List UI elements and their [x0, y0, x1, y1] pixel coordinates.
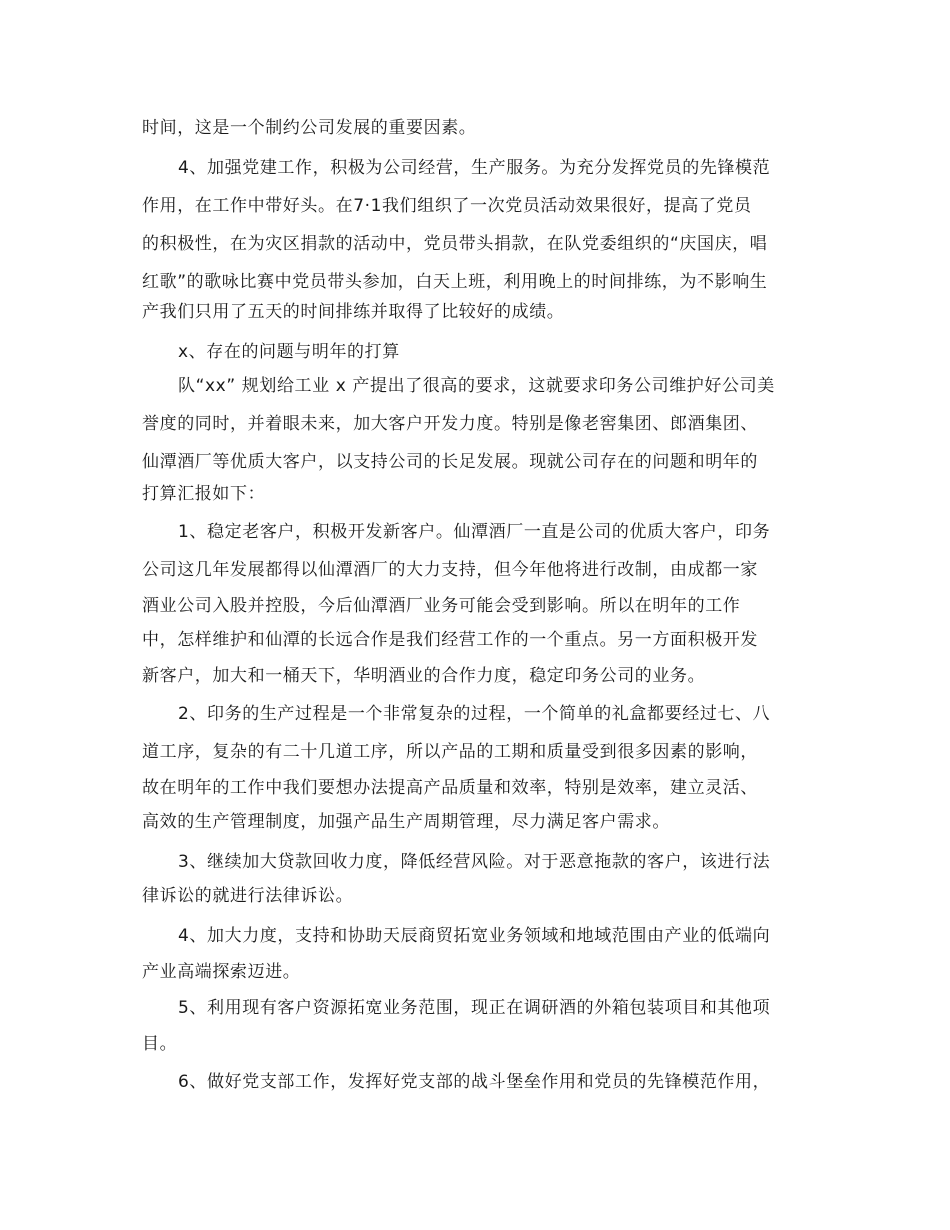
text-line: 律诉讼的就进行法律诉讼。 — [142, 886, 354, 906]
text-line: 高效的生产管理制度，加强产品生产周期管理，尽力满足客户需求。 — [142, 812, 670, 832]
text-line: 产业高端探索迈进。 — [142, 962, 301, 982]
section-heading: x、存在的问题与明年的打算 — [178, 342, 400, 362]
text-line: 酒业公司入股并控股，今后仙潭酒厂业务可能会受到影响。所以在明年的工作 — [142, 596, 741, 616]
text-line: 2、印务的生产过程是一个非常复杂的过程，一个简单的礼盒都要经过七、八 — [178, 704, 771, 724]
text-line: 的积极性，在为灾区捐款的活动中，党员带头捐款，在队党委组织的“庆国庆，唱 — [142, 234, 768, 254]
text-line: 3、继续加大贷款回收力度，降低经营风险。对于恶意拖款的客户，该进行法 — [178, 852, 771, 872]
text-line: 时间，这是一个制约公司发展的重要因素。 — [142, 118, 477, 138]
text-line: 故在明年的工作中我们要想办法提高产品质量和效率，特别是效率，建立灵活、 — [142, 778, 758, 798]
text-line: 打算汇报如下： — [142, 484, 266, 504]
text-line: 目。 — [142, 1034, 178, 1054]
text-line: 新客户，加大和一桶天下，华明酒业的合作力度，稳定印务公司的业务。 — [142, 666, 706, 686]
text-line: 作用，在工作中带好头。在7·1我们组织了一次党员活动效果很好，提高了党员 — [142, 196, 752, 216]
text-line: 4、加强党建工作，积极为公司经营，生产服务。为充分发挥党员的先锋模范 — [178, 158, 771, 178]
text-line: 产我们只用了五天的时间排练并取得了比较好的成绩。 — [142, 302, 565, 322]
text-line: 红歌”的歌咏比赛中党员带头参加，白天上班，利用晚上的时间排练，为不影响生 — [142, 272, 768, 292]
text-line: 公司这几年发展都得以仙潭酒厂的大力支持，但今年他将进行改制，由成都一家 — [142, 560, 758, 580]
text-line: 中，怎样维护和仙潭的长远合作是我们经营工作的一个重点。另一方面积极开发 — [142, 630, 758, 650]
text-line: 6、做好党支部工作，发挥好党支部的战斗堡垒作用和党员的先锋模范作用， — [178, 1072, 771, 1092]
text-line: 1、稳定老客户，积极开发新客户。仙潭酒厂一直是公司的优质大客户，印务 — [178, 522, 771, 542]
text-line: 队“xx” 规划给工业 x 产提出了很高的要求，这就要求印务公司维护好公司美 — [178, 376, 775, 396]
text-line: 4、加大力度，支持和协助天辰商贸拓宽业务领域和地域范围由产业的低端向 — [178, 926, 771, 946]
text-line: 道工序，复杂的有二十几道工序，所以产品的工期和质量受到很多因素的影响， — [142, 742, 758, 762]
text-line: 5、利用现有客户资源拓宽业务范围，现正在调研酒的外箱包装项目和其他项 — [178, 998, 771, 1018]
text-line: 仙潭酒厂等优质大客户，以支持公司的长足发展。现就公司存在的问题和明年的 — [142, 452, 758, 472]
text-line: 誉度的同时，并着眼未来，加大客户开发力度。特别是像老窖集团、郎酒集团、 — [142, 414, 758, 434]
